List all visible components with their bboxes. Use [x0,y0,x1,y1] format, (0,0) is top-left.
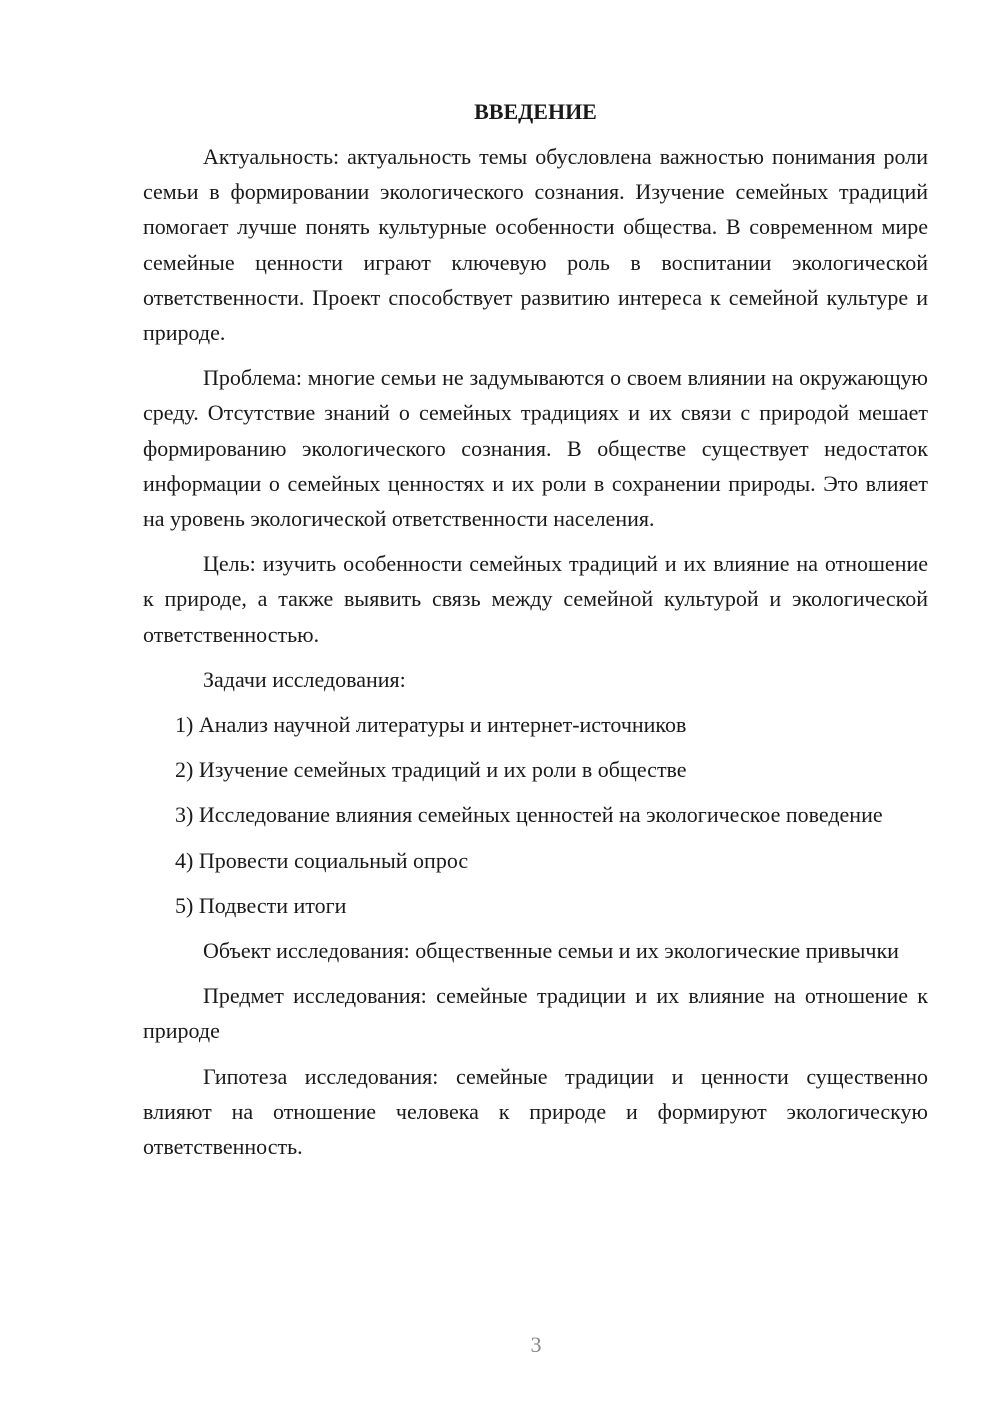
task-item: 5) Подвести итоги [175,892,347,918]
task-item: 1) Анализ научной литературы и интернет-источников [175,712,687,738]
relevance-paragraph: Актуальность: актуальность темы обусловлена важностью понимания роли семьи в формировании экологического сознания. Изучение семейных традиций помогает лучше понять культурные особенности общества. В современном мире семейные ценности играют ключевую роль в воспитании экологической ответственности. Проект способствует развитию интереса к семейной культуре и природе. [143,144,928,346]
subject-paragraph: Предмет исследования: семейные традиции и их влияние на отношение к природе [143,983,928,1044]
page-content [143,94,928,1174]
object-paragraph: Объект исследования: общественные семьи и их экологические привычки [203,938,899,964]
page-number: 3 [530,1332,542,1357]
hypothesis-paragraph: Гипотеза исследования: семейные традиции и ценности существенно влияют на отношение человека к природе и формируют экологическую ответственность. [143,1063,928,1160]
task-item: 3) Исследование влияния семейных ценностей на экологическое поведение [175,802,883,828]
task-item: 2) Изучение семейных традиций и их роли в обществе [175,757,687,783]
tasks-heading: Задачи исследования: [203,666,406,692]
problem-paragraph: Проблема: многие семьи не задумываются о своем влиянии на окружающую среду. Отсутствие знаний о семейных традициях и их связи с природой мешает формированию экологического сознания. В обществе существует недостаток информации о семейных ценностях и их роли в сохранении природы. Это влияет на уровень экологической ответственности населения. [143,365,928,532]
section-title: ВВЕДЕНИЕ [474,99,597,124]
task-item: 4) Провести социальный опрос [175,847,469,873]
goal-paragraph: Цель: изучить особенности семейных традиций и их влияние на отношение к природе, а также выявить связь между семейной культурой и экологической ответственностью. [143,551,928,647]
